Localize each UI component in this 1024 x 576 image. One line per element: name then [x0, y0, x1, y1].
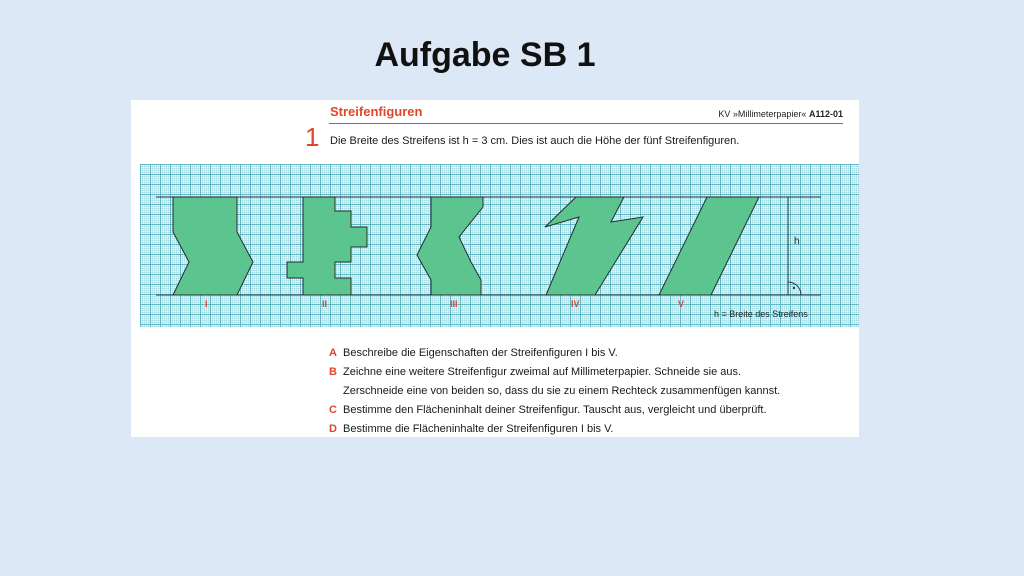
task-list — [329, 344, 854, 437]
task-letter — [329, 382, 343, 401]
height-label: h — [794, 236, 800, 247]
strip-figure-1 — [173, 197, 253, 295]
task-text: Zeichne eine weitere Streifenfigur zweimal auf Millimeterpapier. Schneide sie aus. — [343, 366, 742, 378]
strip-figure-2 — [287, 197, 367, 295]
figure-label-2: II — [322, 299, 328, 309]
task-letter: B — [329, 366, 337, 378]
task-number: 1 — [305, 122, 320, 152]
task-text: Bestimme die Flächeninhalte der Streifenfiguren I bis V. — [343, 423, 614, 435]
height-caption: h = Breite des Streifens — [714, 309, 808, 319]
slide-title: Aufgabe SB 1 — [374, 36, 596, 74]
task-letter: D — [329, 423, 337, 435]
task-text: Zerschneide eine von beiden so, dass du sie zu einem Rechteck zusammenfügen kannst. — [343, 385, 781, 397]
strip-figures-diagram — [131, 100, 859, 340]
kv-code: A112-01 — [808, 109, 843, 119]
task-letter: C — [329, 404, 337, 416]
figure-label-5: V — [678, 299, 685, 309]
figure-label-3: III — [450, 299, 458, 309]
task-item — [329, 344, 854, 363]
strip-figure-5 — [659, 197, 759, 295]
task-item — [329, 363, 854, 382]
strip-figure-3 — [417, 197, 483, 295]
worksheet-image — [131, 100, 859, 437]
task-item — [329, 420, 854, 437]
section-title: Streifenfiguren — [330, 104, 423, 119]
figure-label-1: I — [205, 299, 208, 309]
task-item — [329, 382, 854, 401]
strip-figure-4 — [545, 197, 643, 295]
right-angle-dot — [793, 287, 795, 289]
task-letter: A — [329, 347, 337, 359]
task-text: Bestimme den Flächeninhalt deiner Streifenfigur. Tauscht aus, vergleicht und überprüft. — [343, 404, 767, 416]
task-item — [329, 401, 854, 420]
figure-label-4: IV — [571, 299, 580, 309]
task-text: Beschreibe die Eigenschaften der Streifenfiguren I bis V. — [343, 347, 618, 359]
intro-text: Die Breite des Streifens ist h = 3 cm. Dies ist auch die Höhe der fünf Streifenfiguren. — [330, 135, 740, 147]
kv-label: KV »Millimeterpapier« — [718, 109, 807, 119]
